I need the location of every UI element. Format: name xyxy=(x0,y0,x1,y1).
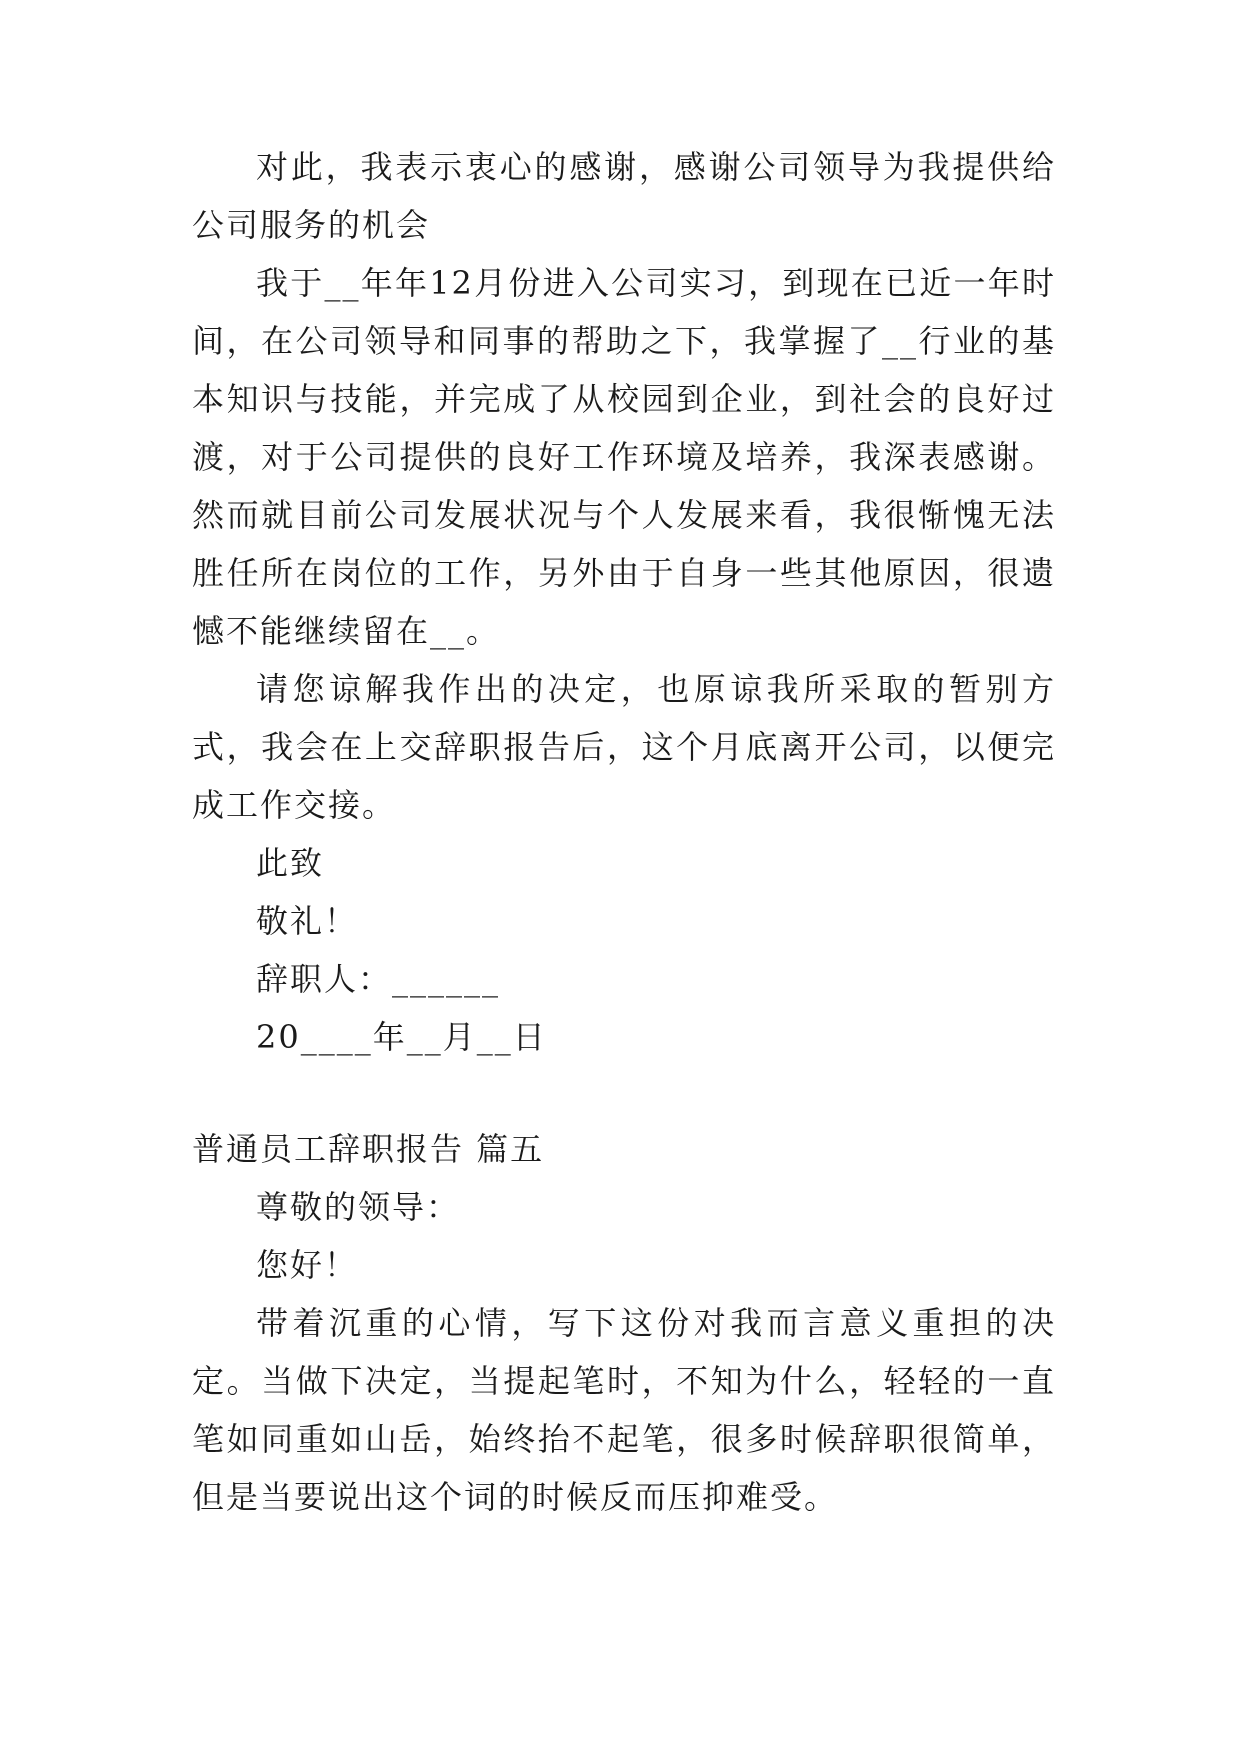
paragraph-decision: 带着沉重的心情，写下这份对我而言意义重担的决定。当做下决定，当提起笔时，不知为什么，轻轻的一直笔如同重如山岳，始终抬不起笔，很多时候辞职很简单，但是当要说出这个词的时候反而压抑难受。 xyxy=(192,1304,1056,1516)
signer-line: 辞职人：______ xyxy=(256,960,501,998)
paragraph-thanks: 对此，我表示衷心的感谢，感谢公司领导为我提供给公司服务的机会 xyxy=(192,148,1056,244)
closing-line-1: 此致 xyxy=(256,844,325,882)
document-body xyxy=(192,138,1056,1526)
paragraph-request: 请您谅解我作出的决定，也原谅我所采取的暂别方式，我会在上交辞职报告后，这个月底离开公司，以便完成工作交接。 xyxy=(192,670,1056,824)
date-line: 20____年__月__日 xyxy=(256,1018,547,1056)
greeting: 您好！ xyxy=(256,1246,359,1284)
closing-line-2: 敬礼！ xyxy=(256,902,359,940)
section-gap xyxy=(192,1066,1056,1120)
salutation: 尊敬的领导： xyxy=(256,1188,461,1226)
section-title: 普通员工辞职报告 篇五 xyxy=(192,1130,545,1168)
paragraph-background: 我于__年年12月份进入公司实习，到现在已近一年时间，在公司领导和同事的帮助之下，我掌握了__行业的基本知识与技能，并完成了从校园到企业，到社会的良好过渡，对于公司提供的良好工作环境及培养，我深表感谢。然而就目前公司发展状况与个人发展来看，我很惭愧无法胜任所在岗位的工作，另外由于自身一些其他原因，很遗憾不能继续留在__。 xyxy=(192,264,1056,650)
